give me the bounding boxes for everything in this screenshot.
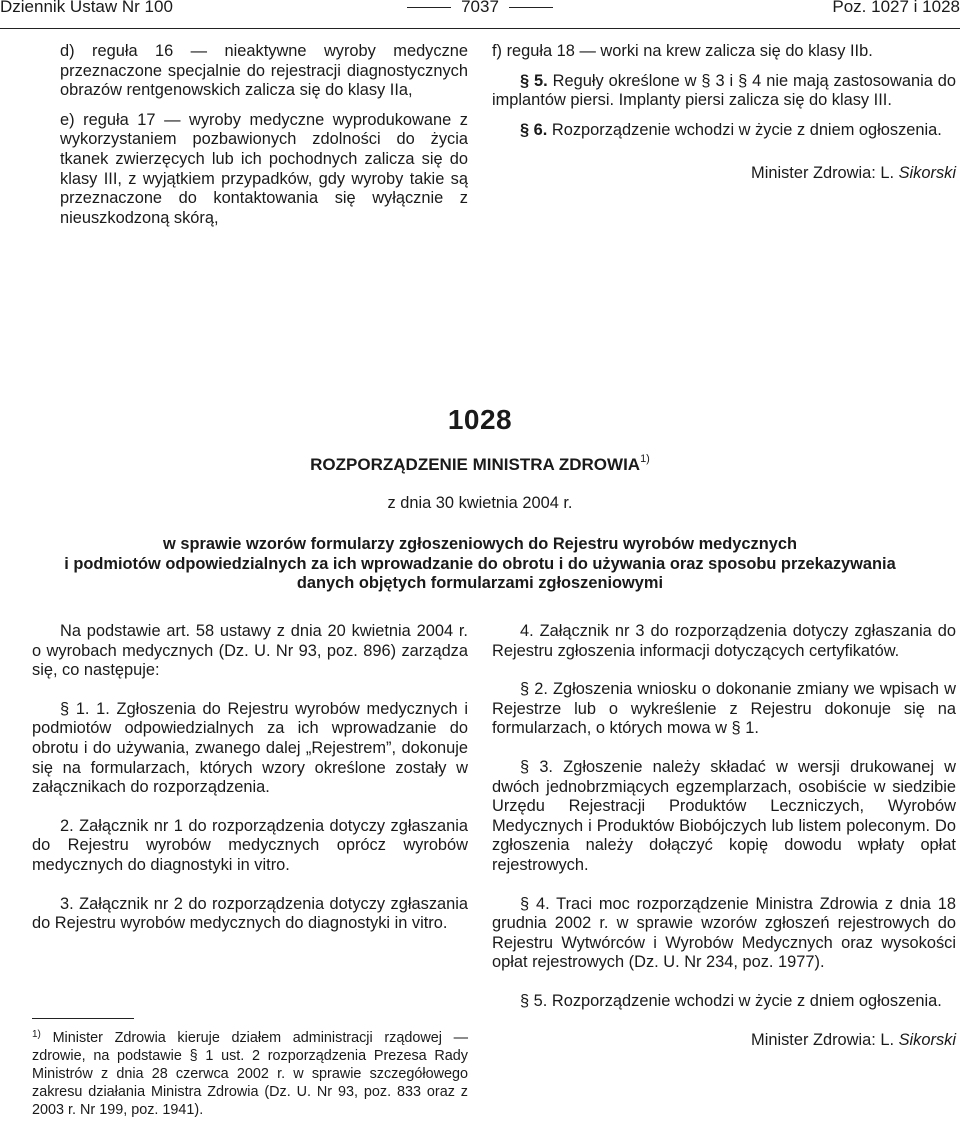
prev-left-column [60, 42, 468, 228]
section-4: § 4. Traci moc rozporządzenie Ministra Zdrowia z dnia 18 grudnia 2002 r. w sprawie wzorów zgłoszeń rejestrowych do Rejestru Wytwórców i Wyrobów Medycznych oraz wysokości opłat rejestrowych (Dz. U. Nr 234, poz. 1977). [492, 894, 956, 972]
footnote [32, 1026, 468, 1119]
body-right-column [492, 622, 956, 1050]
prev-paragraph-6 [492, 121, 956, 141]
footnote-text: Minister Zdrowia kieruje działem administracji rządowej — zdrowie, na podstawie § 1 ust. 2 rozporządzenia Prezesa Rady Ministrów z dnia 28 czerwca 2002 r. w sprawie szczegółowego zakresu działania Ministra Zdrowia (Dz. U. Nr 93, poz. 833 oraz z 2003 r. Nr 199, poz. 1941). [32, 1030, 468, 1118]
document-subject [0, 535, 960, 594]
prev-right-column [492, 42, 956, 184]
rule-d: d) reguła 16 — nieaktywne wyroby medyczne przeznaczone specjalnie do rejestracji diagnostycznych obrazów rentgenowskich zalicza się do klasy IIa, [60, 42, 468, 100]
rule-e: e) reguła 17 — wyroby medyczne wyprodukowane z wykorzystaniem pozbawionych zdolności do życia tkanek zwierzęcych lub ich pochodnych zalicza się do klasy III, z wyjątkiem przypadków, gdy wyroby takie są przeznaczone do kontaktowania się wyłącznie z nieuszkodzoną skórą, [60, 110, 468, 227]
dash-left [407, 7, 451, 8]
footnote-separator [32, 1018, 134, 1019]
body-left-column [32, 622, 468, 934]
footnote-reference: 1) [640, 453, 650, 465]
prev-paragraph-5 [492, 72, 956, 111]
document-title [0, 453, 960, 475]
section-1-paragraph-1: § 1. 1. Zgłoszenia do Rejestru wyrobów medycznych i podmiotów odpowiedzialnych za ich wprowadzanie do obrotu i do używania, zwanego dalej „Rejestrem”, dokonuje się na formularzach, których wzory określone zostały w załącznikach do rozporządzenia. [32, 699, 468, 797]
subject-line-1: w sprawie wzorów formularzy zgłoszeniowych do Rejestru wyrobów medycznych [163, 535, 797, 553]
section-3: § 3. Zgłoszenie należy składać w wersji drukowanej w dwóch jednobrzmiących egzemplarzach, osobiście w siedzibie Urzędu Rejestracji Produktów Leczniczych, Wyrobów Medycznych i Produktów Biobójczych lub listem poleconym. Do zgłoszenia należy dołączyć kopię dowodu wpłaty opłat rejestrowych. [492, 757, 956, 874]
section-2: § 2. Zgłoszenia wniosku o dokonanie zmiany we wpisach w Rejestrze lub o wykreślenie z Rejestru dokonuje się na formularzach, o których mowa w § 1. [492, 680, 956, 738]
paragraph-text: Rozporządzenie wchodzi w życie z dniem ogłoszenia. [547, 120, 942, 139]
document-date: z dnia 30 kwietnia 2004 r. [387, 494, 573, 512]
signature-prefix: Minister Zdrowia: L. [751, 164, 899, 183]
section-1-paragraph-3: 3. Załącznik nr 2 do rozporządzenia dotyczy zgłaszania do Rejestru wyrobów medycznych do diagnostyki in vitro. [32, 894, 468, 933]
dash-right [509, 7, 553, 8]
signature-name: Sikorski [898, 1030, 956, 1049]
section-1-paragraph-2: 2. Załącznik nr 1 do rozporządzenia dotyczy zgłaszania do Rejestru wyrobów medycznych oprócz wyrobów medycznych do diagnostyki in vitro. [32, 816, 468, 874]
paragraph-number: § 6. [520, 120, 548, 139]
subject-line-3: danych objętych formularzami zgłoszeniowymi [296, 574, 664, 592]
page-number-text: 7037 [461, 0, 499, 16]
journal-name: Dziennik Ustaw Nr 100 [0, 0, 173, 16]
rule-f: f) reguła 18 — worki na krew zalicza się do klasy IIb. [492, 42, 873, 60]
document-title-text: ROZPORZĄDZENIE MINISTRA ZDROWIA [310, 455, 641, 474]
legal-basis: Na podstawie art. 58 ustawy z dnia 20 kwietnia 2004 r. o wyrobach medycznych (Dz. U. Nr 93, poz. 896) zarządza się, co następuje: [32, 622, 468, 680]
subject-line-2: i podmiotów odpowiedzialnych za ich wprowadzanie do obrotu i do używania oraz sposobu przekazywania [64, 554, 896, 573]
page-header [0, 0, 960, 29]
position-reference: Poz. 1027 i 1028 [832, 0, 960, 16]
footnote-marker: 1) [32, 1029, 41, 1040]
paragraph-text: Reguły określone w § 3 i § 4 nie mają zastosowania do implantów piersi. Implanty piersi zalicza się do klasy III. [492, 71, 956, 110]
signature-prefix: Minister Zdrowia: L. [751, 1030, 899, 1049]
prev-signature [492, 164, 956, 184]
section-1-paragraph-4: 4. Załącznik nr 3 do rozporządzenia dotyczy zgłaszania do Rejestru zgłoszenia informacji dotyczących certyfikatów. [492, 622, 956, 660]
signature [492, 1031, 956, 1051]
paragraph-number: § 5. [520, 71, 548, 90]
section-5: § 5. Rozporządzenie wchodzi w życie z dniem ogłoszenia. [520, 991, 942, 1010]
document-number: 1028 [447, 404, 513, 435]
page-number [0, 0, 960, 17]
signature-name: Sikorski [898, 164, 956, 183]
